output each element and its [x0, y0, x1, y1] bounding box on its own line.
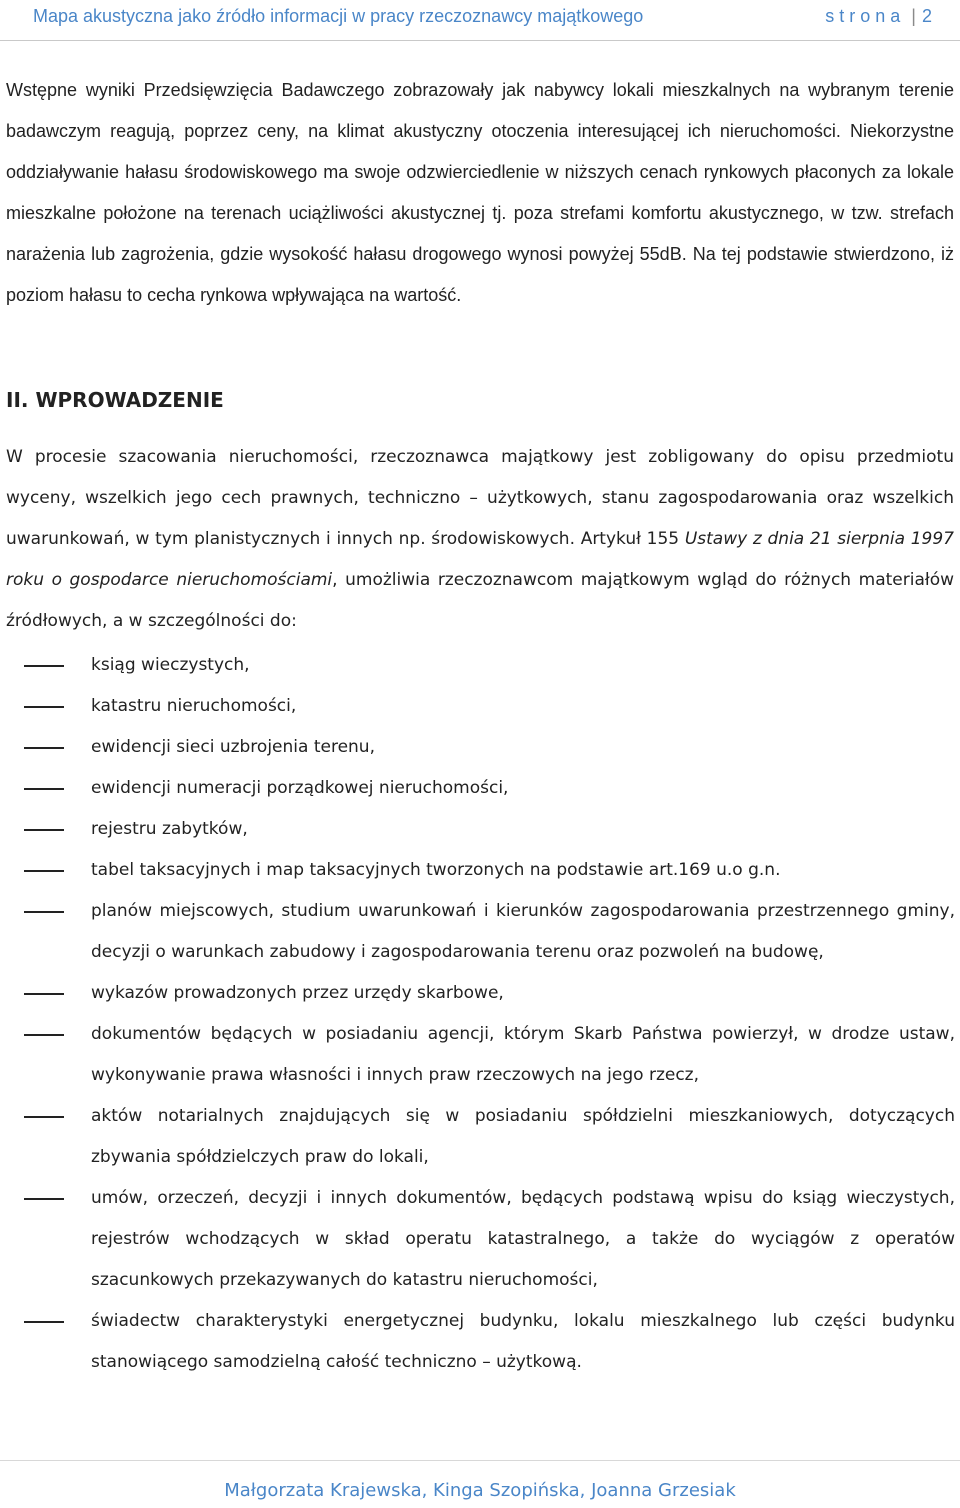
list-item-text: umów, orzeczeń, decyzji i innych dokumentów, będących podstawą wpisu do ksiąg wieczystych, rejestrów wchodzących w skład operatu katastralnego, a także do wyciągów z operatów szacunkowych przekazywanych do katastru nieruchomości, [91, 1188, 955, 1290]
dash-bullet [24, 788, 64, 790]
dash-bullet [24, 1198, 64, 1200]
dash-bullet [24, 747, 64, 749]
list-item [0, 727, 955, 768]
list-item [0, 850, 955, 891]
dash-bullet [24, 706, 64, 708]
page-number: 2 [921, 6, 932, 26]
list-item-text: aktów notarialnych znajdujących się w posiadaniu spółdzielni mieszkaniowych, dotyczących zbywania spółdzielczych praw do lokali, [91, 1106, 955, 1167]
dash-bullet [24, 1116, 64, 1118]
list-item-text: ksiąg wieczystych, [91, 655, 250, 675]
list-item-text: wykazów prowadzonych przez urzędy skarbowe, [91, 983, 504, 1003]
source-materials-list [0, 645, 960, 1383]
page-indicator [825, 6, 932, 27]
dash-bullet [24, 665, 64, 667]
page-header [0, 0, 960, 41]
list-item [0, 809, 955, 850]
intro-paragraph: Wstępne wyniki Przedsięwzięcia Badawczego zobrazowały jak nabywcy lokali mieszkalnych na wybranym terenie badawczym reagują, poprzez ceny, na klimat akustyczny otoczenia interesującej ich nieruchomości. Niekorzystne oddziaływanie hałasu środowiskowego ma swoje odzwierciedlenie w niższych cenach rynkowych płaconych za lokale mieszkalne położone na terenach uciążliwości akustycznej tj. poza strefami komfortu akustycznego, w tzw. strefach narażenia lub zagrożenia, gdzie wysokość hałasu drogowego wynosi powyżej 55dB. Na tej podstawie stwierdzono, iż poziom hałasu to cecha rynkowa wpływająca na wartość. [6, 80, 954, 305]
section-heading: II. WPROWADZENIE [6, 388, 224, 412]
list-item [0, 645, 955, 686]
header-title: Mapa akustyczna jako źródło informacji w pracy rzeczoznawcy majątkowego [33, 6, 644, 26]
list-item-text: świadectw charakterystyki energetycznej budynku, lokalu mieszkalnego lub części budynku stanowiącego samodzielną całość techniczno – użytkową. [91, 1311, 955, 1372]
list-item-text: dokumentów będących w posiadaniu agencji, którym Skarb Państwa powierzył, w drodze ustaw, wykonywanie prawa własności i innych praw rzeczowych na jego rzecz, [91, 1024, 955, 1085]
list-item [0, 973, 955, 1014]
page-word: strona [825, 6, 906, 26]
section-paragraph [6, 437, 954, 642]
list-item [0, 1178, 955, 1301]
list-item [0, 686, 955, 727]
list-item-text: ewidencji sieci uzbrojenia terenu, [91, 737, 375, 757]
list-item [0, 1014, 955, 1096]
page-footer [0, 1460, 960, 1508]
page-separator: | [911, 6, 916, 26]
list-item-text: planów miejscowych, studium uwarunkowań i kierunków zagospodarowania przestrzennego gminy, decyzji o warunkach zabudowy i zagospodarowania terenu oraz pozwoleń na budowę, [91, 901, 955, 962]
list-item [0, 1096, 955, 1178]
list-item-text: ewidencji numeracji porządkowej nieruchomości, [91, 778, 509, 798]
list-item-text: katastru nieruchomości, [91, 696, 297, 716]
list-item-text: tabel taksacyjnych i map taksacyjnych tworzonych na podstawie art.169 u.o g.n. [91, 860, 781, 880]
section-paragraph-part1: W procesie szacowania nieruchomości, rzeczoznawca majątkowy jest zobligowany do opisu przedmiotu wyceny, wszelkich jego cech prawnych, techniczno – użytkowych, stanu zagospodarowania oraz wszelkich uwarunkowań, w tym planistycznych i innych np. środowiskowych. Artykuł 155 [6, 447, 954, 549]
dash-bullet [24, 993, 64, 995]
statute-title: Ustawy z dnia 21 sierpnia 1997 roku o gospodarce nieruchomościami [6, 529, 954, 590]
list-item [0, 1301, 955, 1383]
section-paragraph-part2: , umożliwia rzeczoznawcom majątkowym wgląd do różnych materiałów źródłowych, a w szczególności do: [6, 570, 954, 631]
footer-authors: Małgorzata Krajewska, Kinga Szopińska, Joanna Grzesiak [224, 1480, 736, 1501]
dash-bullet [24, 911, 64, 913]
dash-bullet [24, 870, 64, 872]
dash-bullet [24, 829, 64, 831]
list-item [0, 768, 955, 809]
dash-bullet [24, 1034, 64, 1036]
dash-bullet [24, 1321, 64, 1323]
list-item [0, 891, 955, 973]
list-item-text: rejestru zabytków, [91, 819, 248, 839]
